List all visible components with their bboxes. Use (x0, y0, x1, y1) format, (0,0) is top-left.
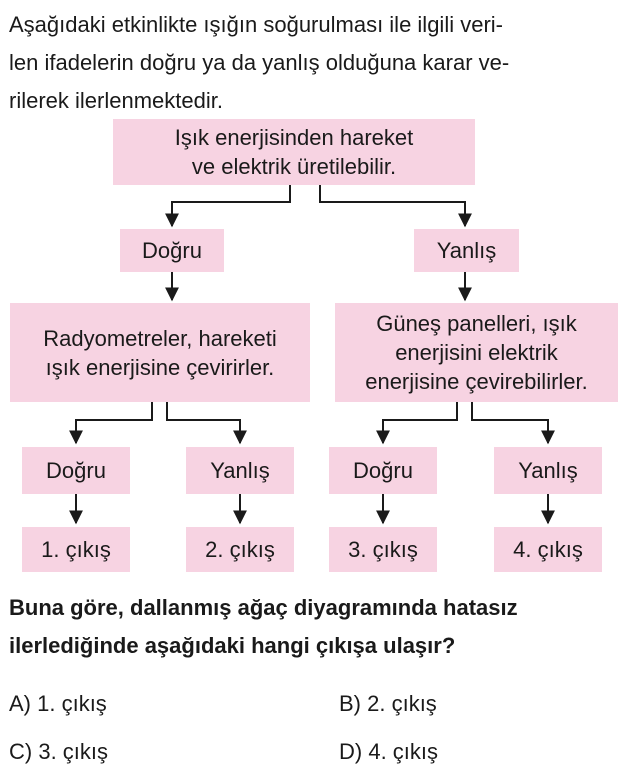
connector-right-1 (383, 402, 457, 443)
statement-box-gunes-paneli (335, 303, 618, 402)
statement-line: enerjisini elektrik (395, 340, 558, 365)
leaf-answer-3 (329, 447, 437, 494)
option-b[interactable] (339, 689, 437, 719)
connector-left-1 (76, 402, 152, 443)
statement-box-radyometre (10, 303, 310, 402)
option-text: 4. çıkış (368, 739, 439, 764)
leaf-answer-label: Doğru (46, 458, 106, 483)
leaf-answer-label: Doğru (353, 458, 413, 483)
leaf-answer-4 (494, 447, 602, 494)
option-c[interactable] (9, 737, 108, 767)
option-d[interactable] (339, 737, 438, 767)
root-box (113, 119, 475, 185)
exit-label: 1. çıkış (41, 537, 111, 562)
statement-line: Güneş panelleri, ışık (376, 311, 577, 336)
leaf-answer-label: Yanlış (518, 458, 578, 483)
answer-label: Doğru (142, 238, 202, 263)
connector-left-2 (167, 402, 240, 443)
option-letter: D) (339, 739, 363, 764)
leaf-answer-1 (22, 447, 130, 494)
answer-label: Yanlış (436, 238, 497, 263)
connector-root-right (320, 185, 465, 226)
connector-right-2 (472, 402, 548, 443)
option-text: 2. çıkış (367, 691, 437, 716)
exit-label: 4. çıkış (513, 537, 583, 562)
root-line-1: Işık enerjisinden hareket (174, 125, 414, 150)
option-text: 1. çıkış (37, 691, 107, 716)
statement-line: enerjisine çevirebilirler. (365, 369, 588, 394)
option-a[interactable] (9, 689, 107, 719)
exit-label: 2. çıkış (205, 537, 275, 562)
exit-label: 3. çıkış (348, 537, 418, 562)
exit-box-3 (329, 527, 437, 572)
leaf-answer-2 (186, 447, 294, 494)
answer-box-yanlis (414, 229, 519, 272)
option-letter: B) (339, 691, 361, 716)
leaf-answer-label: Yanlış (210, 458, 270, 483)
intro-line-1: Aşağıdaki etkinlikte ışığın soğurulması ile ilgili veri- (9, 12, 503, 37)
question-line-1: Buna göre, dallanmış ağaç diyagramında hatasız (9, 595, 518, 620)
option-letter: C) (9, 739, 33, 764)
answer-box-dogru (120, 229, 224, 272)
connector-root-left (172, 185, 290, 226)
root-line-2: ve elektrik üretilebilir. (191, 154, 397, 179)
option-text: 3. çıkış (38, 739, 109, 764)
question-text (9, 589, 518, 665)
exit-box-4 (494, 527, 602, 572)
exit-box-1 (22, 527, 130, 572)
option-letter: A) (9, 691, 31, 716)
exit-box-2 (186, 527, 294, 572)
question-line-2: ilerlediğinde aşağıdaki hangi çıkışa ulaşır? (9, 633, 456, 658)
statement-line: ışık enerjisine çevirirler. (45, 354, 275, 380)
intro-line-2: len ifadelerin doğru ya da yanlış olduğuna karar ve- (9, 50, 510, 75)
intro-line-3: rilerek ilerlenmektedir. (9, 88, 223, 113)
statement-line: Radyometreler, hareketi (43, 325, 277, 351)
